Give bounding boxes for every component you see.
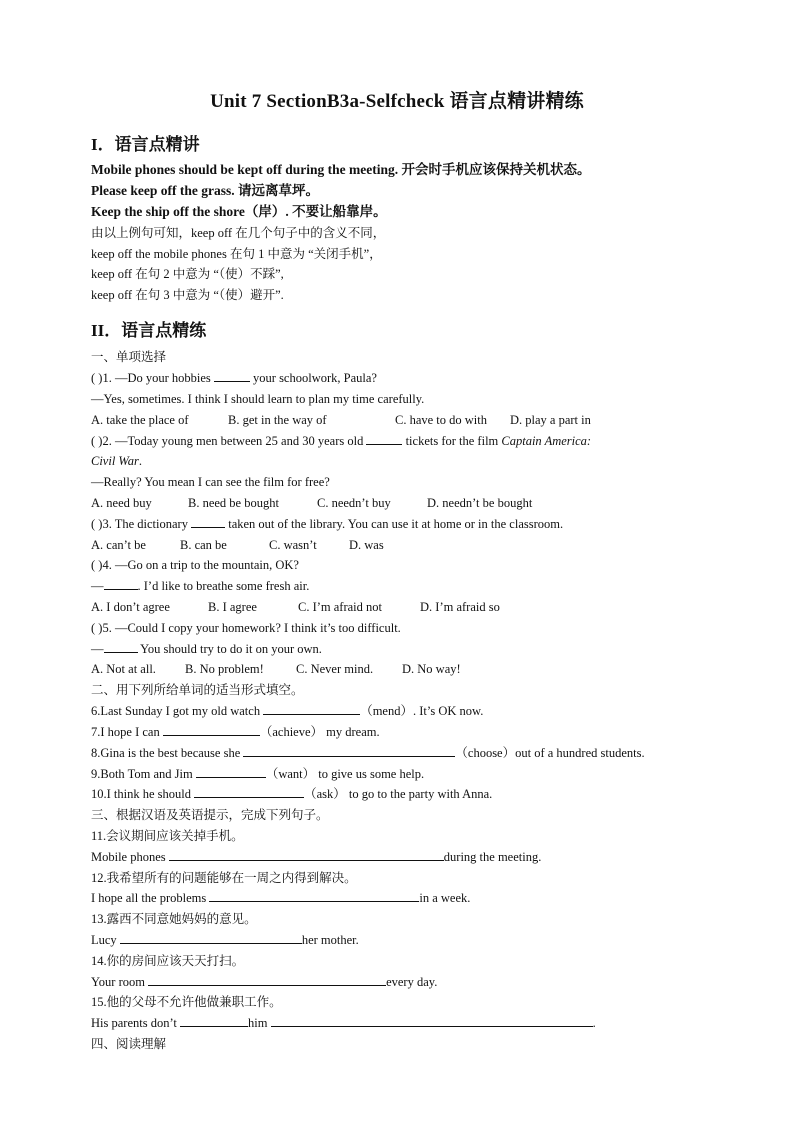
explanation-line-1: 由以上例句可知，keep off 在几个句子中的含义不同， [91, 226, 386, 240]
option-d[interactable]: D. play a part in [510, 413, 591, 427]
question-8: 8.Gina is the best because she （choose）out of a hundred students. [91, 746, 645, 760]
answer-blank[interactable] [243, 745, 455, 757]
question-3-options [91, 537, 384, 553]
answer-blank[interactable] [163, 724, 260, 736]
option-b[interactable]: B. get in the way of [228, 413, 327, 427]
answer-blank[interactable] [271, 1015, 593, 1027]
answer-blank[interactable] [214, 370, 250, 382]
document-title: Unit 7 SectionB3a-Selfcheck 语言点精讲精练 [210, 91, 584, 112]
question-7: 7.I hope I can （achieve） my dream. [91, 725, 380, 739]
part-3-heading: 三、根据汉语及英语提示，完成下列句子。 [91, 808, 329, 822]
answer-blank[interactable] [169, 849, 444, 861]
explanation-line-4: keep off 在句 3 中意为 “（使）避开”. [91, 288, 284, 302]
question-2-options [91, 495, 532, 511]
question-13-chinese: 13.露西不同意她妈妈的意见。 [91, 912, 257, 926]
question-11-chinese: 11.会议期间应该关掉手机。 [91, 829, 244, 843]
option-c[interactable]: C. wasn’t [269, 538, 317, 552]
example-sentence-1: Mobile phones should be kept off during the meeting. 开会时手机应该保持关机状态。 [91, 162, 591, 177]
option-c[interactable]: C. I’m afraid not [298, 600, 383, 614]
question-5-options [91, 661, 461, 677]
question-4-options [91, 599, 500, 615]
answer-blank[interactable] [180, 1015, 248, 1027]
question-9: 9.Both Tom and Jim （want） to give us some help. [91, 767, 425, 781]
question-12-chinese: 12.我希望所有的问题能够在一周之内得到解决。 [91, 871, 357, 885]
question-14-chinese: 14.你的房间应该天天打扫。 [91, 954, 245, 968]
question-15: His parents don’t him . [91, 1016, 596, 1030]
option-b[interactable]: B. I agree [208, 600, 257, 614]
question-2-reply: —Really? You mean I can see the film for free? [91, 475, 330, 489]
answer-blank[interactable] [148, 974, 386, 986]
answer-blank[interactable] [263, 703, 360, 715]
part-4-heading: 四、阅读理解 [91, 1037, 167, 1051]
question-12: I hope all the problems in a week. [91, 891, 471, 905]
explanation-line-3: keep off 在句 2 中意为 “（使）不踩”, [91, 267, 284, 281]
question-3-stem: ( )3. The dictionary taken out of the library. You can use it at home or in the classroom. [91, 517, 564, 531]
section-2-heading: II．语言点精练 [91, 321, 207, 340]
option-d[interactable]: D. No way! [402, 662, 461, 676]
answer-blank[interactable] [209, 890, 419, 902]
question-5-stem: ( )5. —Could I copy your homework? I think it’s too difficult. [91, 621, 401, 635]
option-d[interactable]: D. was [349, 538, 384, 552]
question-1-reply: —Yes, sometimes. I think I should learn to plan my time carefully. [91, 392, 425, 406]
question-4-stem: ( )4. —Go on a trip to the mountain, OK? [91, 558, 299, 572]
example-sentence-2: Please keep off the grass. 请远离草坪。 [91, 183, 319, 198]
part-1-heading: 一、单项选择 [91, 350, 167, 364]
option-c[interactable]: C. Never mind. [296, 662, 374, 676]
part-2-heading: 二、用下列所给单词的适当形式填空。 [91, 683, 304, 697]
question-13: Lucy her mother. [91, 933, 359, 947]
answer-blank[interactable] [191, 516, 225, 528]
answer-blank[interactable] [120, 932, 302, 944]
option-a[interactable]: A. can’t be [91, 538, 146, 552]
question-4-reply: — . I’d like to breathe some fresh air. [91, 579, 310, 593]
answer-blank[interactable] [194, 786, 304, 798]
question-11: Mobile phones during the meeting. [91, 850, 542, 864]
answer-blank[interactable] [104, 578, 138, 590]
option-c[interactable]: C. needn’t buy [317, 496, 391, 510]
question-1-options [91, 412, 591, 428]
option-d[interactable]: D. I’m afraid so [420, 600, 500, 614]
question-2-stem-cont: Civil War. [91, 454, 142, 468]
option-a[interactable]: A. I don’t agree [91, 600, 170, 614]
answer-blank[interactable] [366, 433, 402, 445]
option-a[interactable]: A. Not at all. [91, 662, 156, 676]
option-b[interactable]: B. need be bought [188, 496, 279, 510]
example-sentence-3: Keep the ship off the shore（岸）. 不要让船靠岸。 [91, 204, 387, 219]
question-1-stem: ( )1. —Do your hobbies your schoolwork, Paula? [91, 371, 377, 385]
option-a[interactable]: A. need buy [91, 496, 152, 510]
option-b[interactable]: B. No problem! [185, 662, 264, 676]
question-10: 10.I think he should （ask） to go to the party with Anna. [91, 787, 493, 801]
option-b[interactable]: B. can be [180, 538, 227, 552]
option-a[interactable]: A. take the place of [91, 413, 189, 427]
answer-blank[interactable] [196, 766, 266, 778]
section-1-heading: I．语言点精讲 [91, 135, 200, 154]
question-15-chinese: 15.他的父母不允许他做兼职工作。 [91, 995, 282, 1009]
question-2-stem: ( )2. —Today young men between 25 and 30 years old tickets for the film Captain America: [91, 434, 592, 448]
question-14: Your room every day. [91, 975, 438, 989]
option-d[interactable]: D. needn’t be bought [427, 496, 533, 510]
explanation-line-2: keep off the mobile phones 在句 1 中意为 “关闭手机”， [91, 247, 382, 261]
option-c[interactable]: C. have to do with [395, 413, 488, 427]
question-5-reply: — You should try to do it on your own. [91, 642, 322, 656]
question-6: 6.Last Sunday I got my old watch （mend）. It’s OK now. [91, 704, 484, 718]
answer-blank[interactable] [104, 641, 138, 653]
